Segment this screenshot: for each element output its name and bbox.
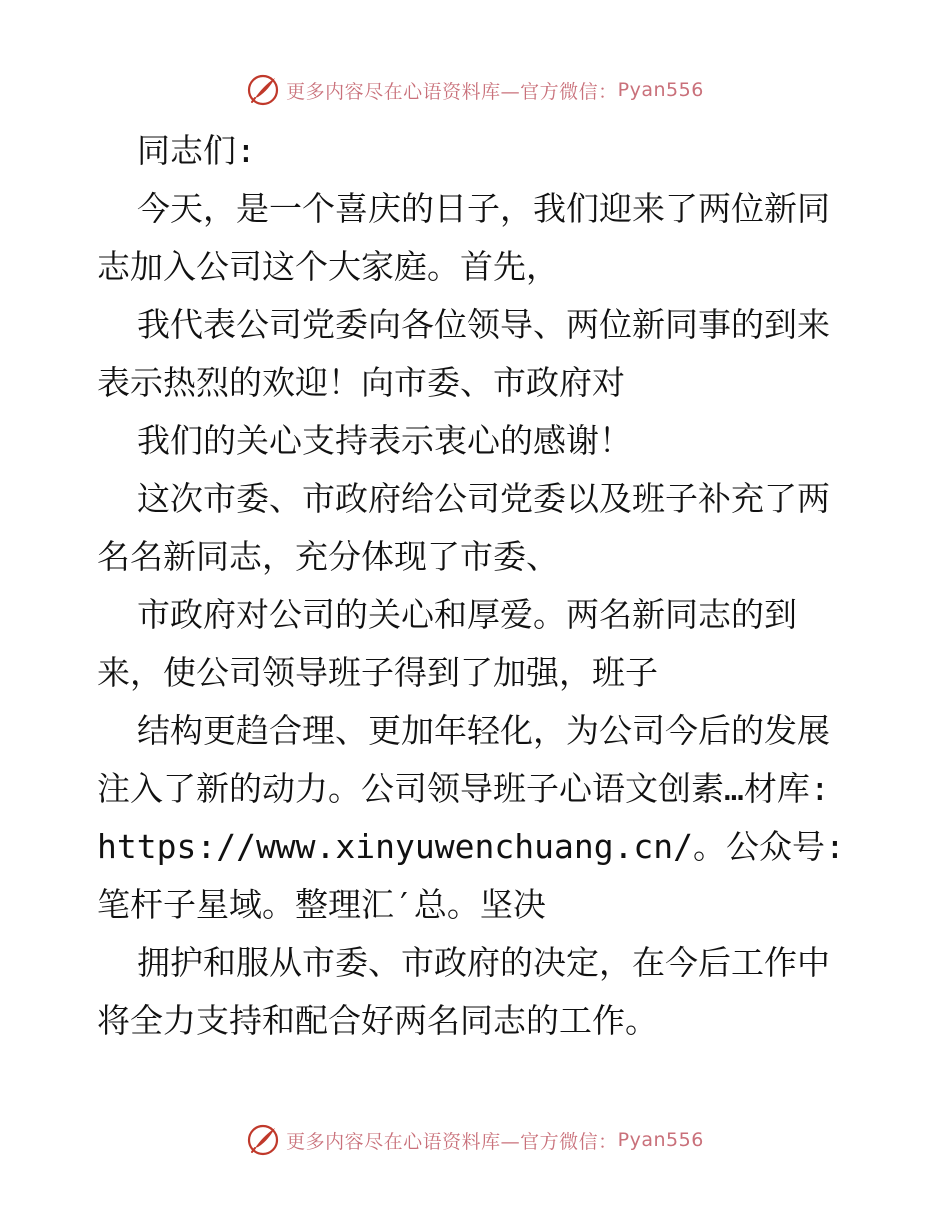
header-banner	[0, 70, 950, 110]
paragraph: 拥护和服从市委、市政府的决定，在今后工作中将全力支持和配合好两名同志的工作。	[97, 943, 830, 1040]
quill-logo-icon	[246, 1123, 280, 1157]
paragraph: 这次市委、市政府给公司党委以及班子补充了两名名新同志，充分体现了市委、	[97, 479, 830, 576]
footer-banner	[0, 1120, 950, 1160]
paragraph: 结构更趋合理、更加年轻化，为公司今后的发展注入了新的动力。公司领导班子心语文创素…材库: https://www.xinyuwenchuang.cn/。公众号:笔杆子星域。整理汇′总。坚决	[97, 711, 845, 924]
wechat-id: Pyan556	[617, 1129, 704, 1151]
banner-text: 更多内容尽在心语资料库—官方微信：	[286, 1130, 618, 1153]
document-body	[97, 122, 857, 1050]
wechat-id: Pyan556	[617, 79, 704, 101]
paragraph: 我代表公司党委向各位领导、两位新同事的到来表示热烈的欢迎！向市委、市政府对	[97, 305, 830, 402]
banner-text: 更多内容尽在心语资料库—官方微信：	[286, 80, 618, 103]
greeting-paragraph: 同志们:	[137, 131, 256, 170]
quill-logo-icon	[246, 73, 280, 107]
paragraph: 市政府对公司的关心和厚爱。两名新同志的到来，使公司领导班子得到了加强，班子	[97, 595, 797, 692]
paragraph: 我们的关心支持表示衷心的感谢！	[137, 421, 632, 460]
paragraph: 今天，是一个喜庆的日子，我们迎来了两位新同志加入公司这个大家庭。首先，	[97, 189, 830, 286]
